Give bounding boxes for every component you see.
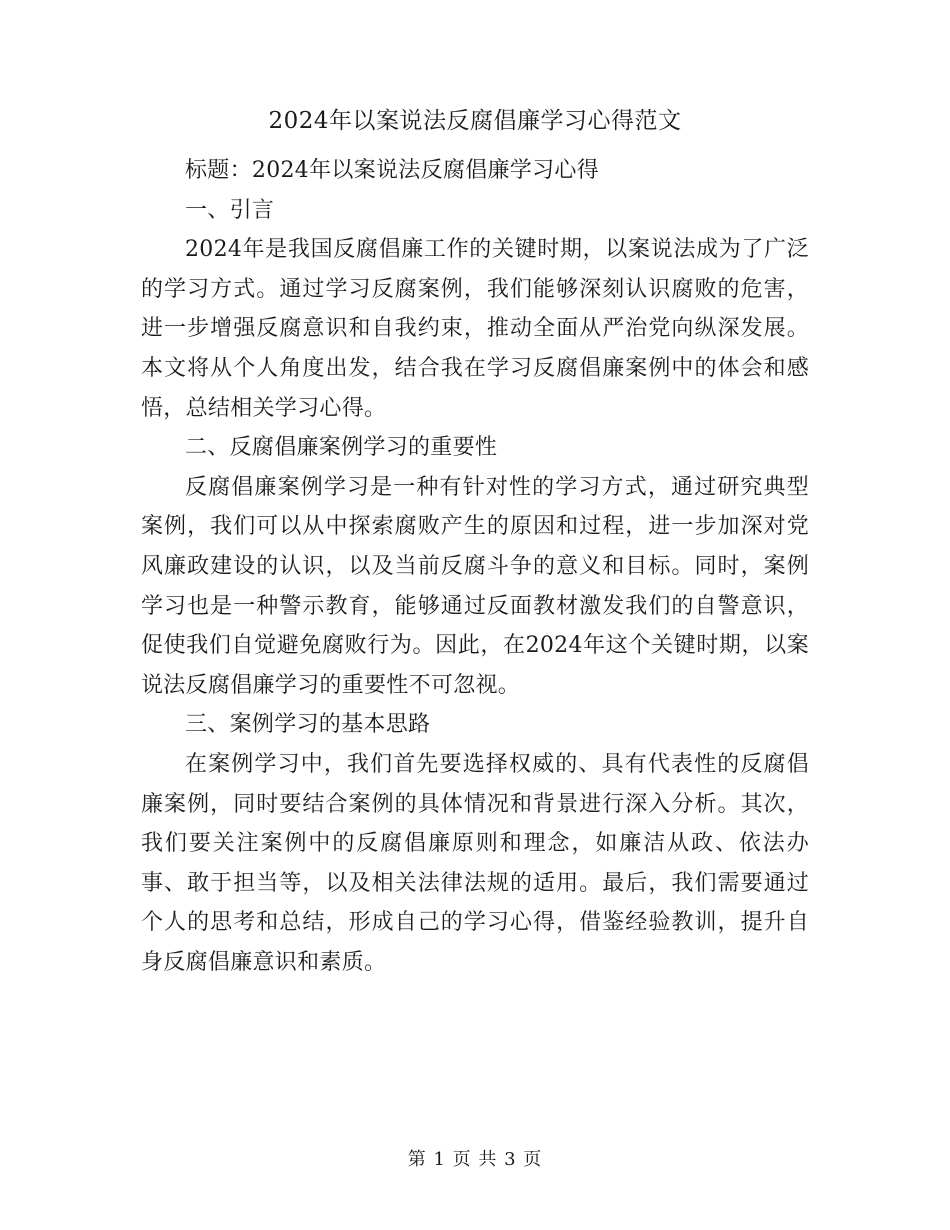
section-heading-introduction: 一、引言	[185, 197, 275, 223]
paragraph-heading-title: 标题：2024年以案说法反腐倡廉学习心得	[185, 158, 599, 183]
paragraph-introduction: 2024年是我国反腐倡廉工作的关键时期，以案说法成为了广泛的学习方式。通过学习反腐案例，我们能够深刻认识腐败的危害，进一步增强反腐意识和自我约束，推动全面从严治党向纵深发展。本文将从个人角度出发，结合我在学习反腐倡廉案例中的体会和感悟，总结相关学习心得。	[141, 237, 809, 421]
section-heading-importance: 二、反腐倡廉案例学习的重要性	[185, 435, 498, 461]
paragraph-approach: 在案例学习中，我们首先要选择权威的、具有代表性的反腐倡廉案例，同时要结合案例的具体情况和背景进行深入分析。其次，我们要关注案例中的反腐倡廉原则和理念，如廉洁从政、依法办事、敢于担当等，以及相关法律法规的适用。最后，我们需要通过个人的思考和总结，形成自己的学习心得，借鉴经验教训，提升自身反腐倡廉意识和素质。	[141, 751, 809, 975]
paragraph-importance: 反腐倡廉案例学习是一种有针对性的学习方式，通过研究典型案例，我们可以从中探索腐败产生的原因和过程，进一步加深对党风廉政建设的认识，以及当前反腐斗争的意义和目标。同时，案例学习也是一种警示教育，能够通过反面教材激发我们的自警意识，促使我们自觉避免腐败行为。因此，在2024年这个关键时期，以案说法反腐倡廉学习的重要性不可忽视。	[141, 474, 809, 698]
document-title: 2024年以案说法反腐倡廉学习心得范文	[268, 108, 682, 134]
document-body	[141, 151, 809, 982]
page-footer: 第 1 页 共 3 页	[407, 1149, 543, 1170]
section-heading-approach: 三、案例学习的基本思路	[185, 712, 431, 738]
